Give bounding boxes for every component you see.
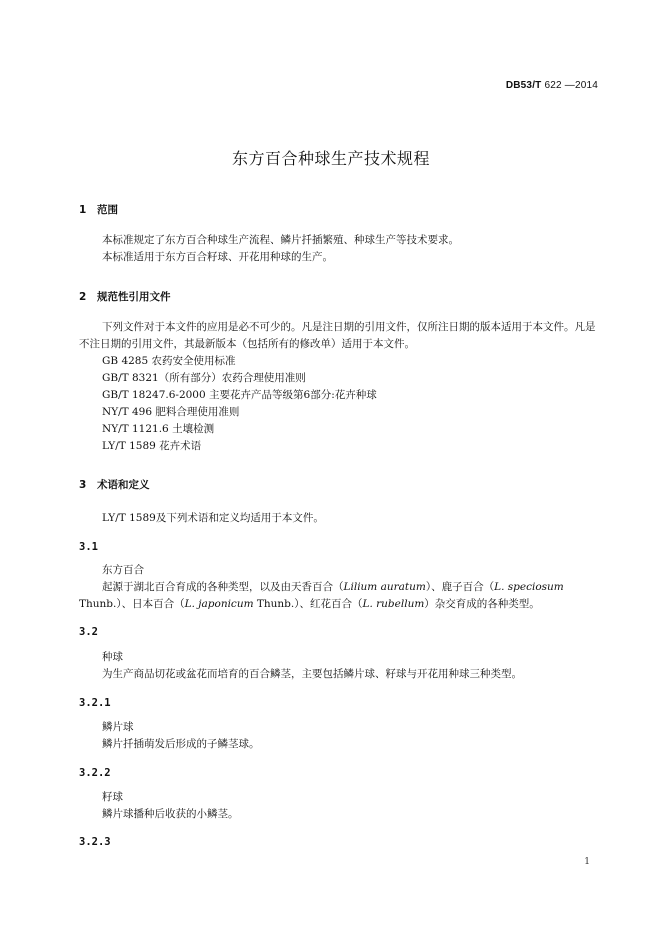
document-title: 东方百合种球生产技术规程 [231, 149, 430, 168]
section-1-paragraph-1: 本标准规定了东方百合种球生产流程、鳞片扦插繁殖、种球生产等技术要求。 [102, 234, 459, 246]
reference-item: GB 4285 农药安全使用标准 [102, 355, 236, 367]
term-number: 3.2.1 [79, 697, 111, 709]
term-definition [79, 579, 603, 613]
term-definition: 鳞片扦插萌发后形成的子鳞茎球。 [102, 738, 260, 750]
standard-code [506, 80, 598, 91]
reference-item: NY/T 1121.6 土壤检测 [102, 423, 215, 435]
section-title: 范围 [97, 204, 118, 216]
species-name: L. japonicum [184, 598, 254, 610]
term-number: 3.2.2 [79, 767, 111, 779]
reference-item: LY/T 1589 花卉术语 [102, 440, 202, 452]
species-name: L. rubellum [362, 598, 425, 610]
standard-prefix: DB53/T [505, 80, 542, 91]
section-title: 规范性引用文件 [97, 291, 171, 303]
term-definition: 鳞片球播种后收获的小鳞茎。 [102, 808, 239, 820]
section-title: 术语和定义 [97, 479, 150, 491]
section-number: 2 [79, 291, 87, 303]
section-3-intro: LY/T 1589及下列术语和定义均适用于本文件。 [102, 512, 324, 524]
species-name: L. speciosum [494, 581, 564, 593]
term-name: 籽球 [102, 791, 123, 803]
section-1-paragraph-2: 本标准适用于东方百合籽球、开花用种球的生产。 [102, 251, 333, 263]
definition-text: ）杂交育成的各种类型。 [424, 598, 540, 610]
section-number: 3 [79, 479, 87, 491]
term-name: 种球 [102, 651, 123, 663]
standard-year: —2014 [564, 80, 598, 91]
definition-text: ）、鹿子百合（ [425, 581, 495, 593]
section-3-heading [79, 477, 150, 492]
definition-text: Thunb.）、红花百合（ [253, 598, 363, 610]
page-number: 1 [584, 857, 590, 867]
reference-item: GB/T 8321（所有部分）农药合理使用准则 [102, 372, 306, 384]
standard-number: 622 [544, 80, 562, 91]
definition-text: 起源于湖北百合育成的各种类型，以及由天香百合（ [102, 581, 344, 593]
term-number: 3.1 [79, 541, 98, 553]
reference-item: GB/T 18247.6-2000 主要花卉产品等级第6部分:花卉种球 [102, 389, 377, 401]
section-1-heading [79, 202, 118, 217]
term-name: 东方百合 [102, 564, 144, 576]
term-number: 3.2 [79, 626, 98, 638]
term-name: 鳞片球 [102, 721, 134, 733]
section-number: 1 [79, 204, 87, 216]
definition-text: Thunb.）、日本百合（ [79, 598, 185, 610]
term-number: 3.2.3 [79, 836, 111, 848]
term-definition: 为生产商品切花或盆花而培育的百合鳞茎，主要包括鳞片球、籽球与开花用种球三种类型。 [102, 668, 522, 680]
section-2-heading [79, 289, 171, 304]
reference-item: NY/T 496 肥料合理使用准则 [102, 406, 240, 418]
species-name: Lilium auratum [343, 581, 426, 593]
section-2-intro: 下列文件对于本文件的应用是必不可少的。凡是注日期的引用文件，仅所注日期的版本适用于本文件。凡是不注日期的引用文件，其最新版本（包括所有的修改单）适用于本文件。 [79, 321, 596, 350]
